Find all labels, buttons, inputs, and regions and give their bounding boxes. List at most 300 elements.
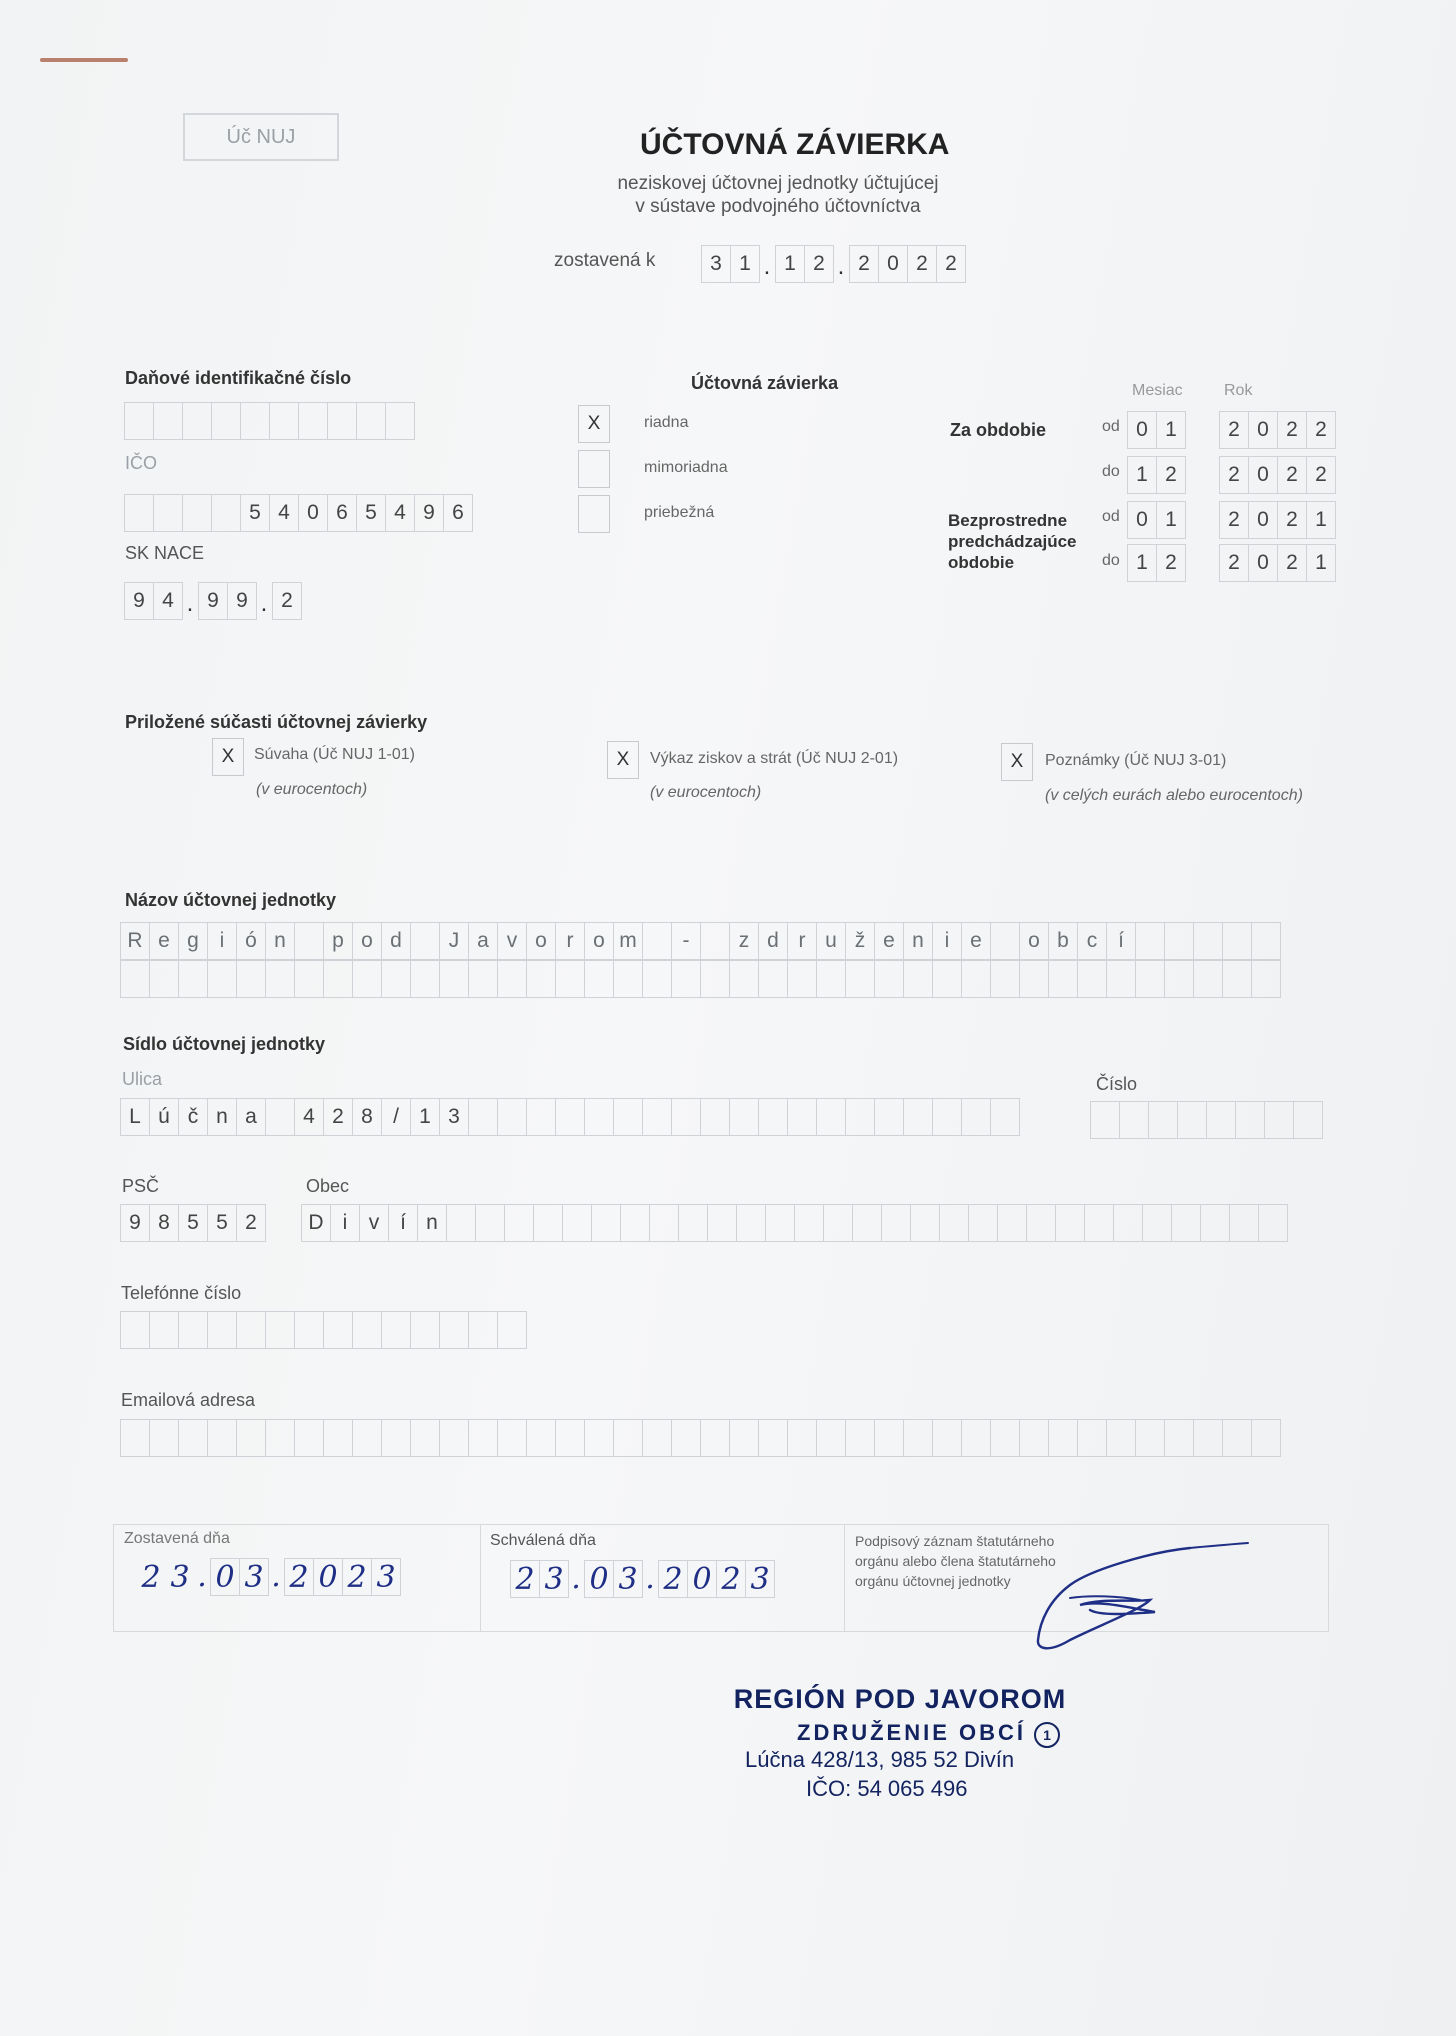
char-cell <box>642 1098 672 1136</box>
char-cell <box>1135 1419 1165 1457</box>
char-cell <box>874 960 904 998</box>
year-digit: 2 <box>1277 501 1307 539</box>
char-cell <box>120 1311 150 1349</box>
char-cell: n <box>265 922 295 960</box>
char-cell: 6 <box>443 494 473 532</box>
year-digit: 0 <box>1248 501 1278 539</box>
signature-label-2: orgánu alebo člena štatutárneho <box>855 1553 1056 1569</box>
checkbox-priebezna[interactable] <box>578 495 610 533</box>
char-cell <box>475 1204 505 1242</box>
char-cell <box>381 1311 411 1349</box>
compiled-date-field[interactable] <box>701 245 965 283</box>
char-cell <box>990 922 1020 960</box>
char-cell <box>613 1419 643 1457</box>
number-label: Číslo <box>1096 1074 1138 1094</box>
char-cell <box>294 1311 324 1349</box>
char-cell <box>1142 1204 1172 1242</box>
char-cell: u <box>816 922 846 960</box>
attachment-note-suvaha: (v eurocentoch) <box>256 781 368 798</box>
char-cell <box>1106 960 1136 998</box>
char-cell <box>1193 922 1223 960</box>
checkbox-mimoriadna[interactable] <box>578 450 610 488</box>
char-cell: 5 <box>207 1204 237 1242</box>
char-cell <box>1164 1419 1194 1457</box>
char-cell <box>729 1419 759 1457</box>
date-digit: 2 <box>936 245 966 283</box>
char-cell <box>153 494 183 532</box>
char-cell <box>932 1098 962 1136</box>
current-to-month[interactable] <box>1127 456 1185 494</box>
char-cell <box>758 1419 788 1457</box>
year-digit: 2 <box>1306 456 1336 494</box>
char-cell: e <box>961 922 991 960</box>
char-cell <box>1264 1101 1294 1139</box>
char-cell <box>584 1419 614 1457</box>
compiled-label: zostavená k <box>554 250 656 271</box>
char-cell: 5 <box>240 494 270 532</box>
char-cell <box>1019 960 1049 998</box>
char-cell <box>671 1098 701 1136</box>
char-cell <box>1222 922 1252 960</box>
char-cell: 5 <box>178 1204 208 1242</box>
char-cell <box>903 1419 933 1457</box>
char-cell: i <box>932 922 962 960</box>
year-digit: 0 <box>1248 456 1278 494</box>
town-label: Obec <box>306 1176 350 1196</box>
char-cell <box>1293 1101 1323 1139</box>
entity-name-label: Názov účtovnej jednotky <box>125 890 337 910</box>
char-cell: p <box>323 922 353 960</box>
char-cell <box>961 1419 991 1457</box>
year-digit: 2 <box>1219 544 1249 582</box>
divider <box>480 1525 481 1631</box>
char-cell <box>700 922 730 960</box>
char-cell <box>678 1204 708 1242</box>
char-cell <box>758 1098 788 1136</box>
char-cell <box>584 1098 614 1136</box>
previous-from-month[interactable] <box>1127 501 1185 539</box>
checkbox-vykaz[interactable]: X <box>607 741 639 779</box>
char-cell: o <box>352 922 382 960</box>
seat-label: Sídlo účtovnej jednotky <box>123 1034 326 1054</box>
char-cell <box>178 1419 208 1457</box>
stamp-line-3: Lúčna 428/13, 985 52 Divín <box>745 1747 1015 1772</box>
handwritten-digit: 3 <box>239 1558 269 1596</box>
char-cell <box>613 1098 643 1136</box>
date-digit: 2 <box>849 245 879 283</box>
char-cell <box>410 922 440 960</box>
year-digit: 2 <box>1277 544 1307 582</box>
dic-label: Daňové identifikačné číslo <box>125 368 352 388</box>
entity-name-row-2[interactable] <box>120 960 1280 998</box>
subtitle-line-1: neziskovej účtovnej jednotky účtujúcej <box>617 173 939 194</box>
char-cell <box>149 1311 179 1349</box>
char-cell: / <box>381 1098 411 1136</box>
char-cell <box>1077 960 1107 998</box>
char-cell <box>555 1419 585 1457</box>
date-digit: 1 <box>730 245 760 283</box>
char-cell <box>178 960 208 998</box>
char-cell <box>845 1419 875 1457</box>
char-cell: i <box>330 1204 360 1242</box>
char-cell <box>642 1419 672 1457</box>
char-cell <box>1135 922 1165 960</box>
char-cell <box>178 1311 208 1349</box>
char-cell <box>736 1204 766 1242</box>
char-cell: z <box>729 922 759 960</box>
month-digit: 2 <box>1156 544 1186 582</box>
char-cell <box>356 402 386 440</box>
char-cell <box>298 402 328 440</box>
char-cell <box>729 960 759 998</box>
char-cell: r <box>555 922 585 960</box>
char-cell <box>787 1098 817 1136</box>
char-cell: o <box>1019 922 1049 960</box>
char-cell <box>149 960 179 998</box>
char-cell: e <box>149 922 179 960</box>
attachment-label-vykaz: Výkaz ziskov a strát (Úč NUJ 2-01) <box>650 750 899 767</box>
checkbox-poznamky[interactable]: X <box>1001 743 1033 781</box>
nace-digit: 9 <box>124 582 154 620</box>
date-separator: . <box>271 1559 281 1594</box>
char-cell <box>700 1098 730 1136</box>
char-cell <box>410 960 440 998</box>
attachments-heading: Priložené súčasti účtovnej závierky <box>125 712 428 732</box>
char-cell <box>439 1419 469 1457</box>
char-cell <box>1148 1101 1178 1139</box>
char-cell <box>1048 1419 1078 1457</box>
to-label: do <box>1102 463 1120 480</box>
char-cell <box>1077 1419 1107 1457</box>
char-cell <box>591 1204 621 1242</box>
char-cell <box>765 1204 795 1242</box>
char-cell <box>120 1419 150 1457</box>
char-cell <box>269 402 299 440</box>
previous-from-year[interactable] <box>1219 501 1335 539</box>
year-digit: 2 <box>1219 411 1249 449</box>
char-cell <box>323 960 353 998</box>
char-cell <box>1229 1204 1259 1242</box>
char-cell <box>939 1204 969 1242</box>
char-cell: ó <box>236 922 266 960</box>
year-digit: 0 <box>1248 411 1278 449</box>
char-cell <box>1026 1204 1056 1242</box>
char-cell: n <box>417 1204 447 1242</box>
char-cell: í <box>1106 922 1136 960</box>
month-digit: 1 <box>1156 501 1186 539</box>
town-field[interactable] <box>301 1204 1287 1242</box>
char-cell <box>874 1419 904 1457</box>
char-cell <box>881 1204 911 1242</box>
year-digit: 2 <box>1277 456 1307 494</box>
page-title: ÚČTOVNÁ ZÁVIERKA <box>640 128 950 161</box>
nace-separator: . <box>260 590 268 617</box>
year-header: Rok <box>1224 382 1253 399</box>
compiled-on-label: Zostavená dňa <box>124 1530 230 1547</box>
char-cell: a <box>468 922 498 960</box>
char-cell: v <box>359 1204 389 1242</box>
option-label-riadna: riadna <box>644 414 689 431</box>
char-cell <box>845 960 875 998</box>
date-digit: 0 <box>878 245 908 283</box>
char-cell <box>649 1204 679 1242</box>
char-cell: b <box>1048 922 1078 960</box>
char-cell <box>265 960 295 998</box>
char-cell <box>1251 1419 1281 1457</box>
handwritten-digit: 3 <box>371 1558 401 1596</box>
month-digit: 0 <box>1127 501 1157 539</box>
date-separator: . <box>837 253 845 280</box>
current-to-year[interactable] <box>1219 456 1335 494</box>
year-digit: 2 <box>1219 456 1249 494</box>
char-cell <box>497 960 527 998</box>
handwritten-digit: 0 <box>313 1558 343 1596</box>
current-period-label: Za obdobie <box>950 420 1046 440</box>
char-cell <box>211 402 241 440</box>
char-cell <box>997 1204 1027 1242</box>
handwritten-digit: 2 <box>658 1560 688 1598</box>
char-cell <box>323 1311 353 1349</box>
char-cell <box>236 1419 266 1457</box>
char-cell <box>1222 960 1252 998</box>
handwritten-digit: 3 <box>170 1559 190 1595</box>
stamp-line-4: IČO: 54 065 496 <box>806 1776 968 1801</box>
current-from-month[interactable] <box>1127 411 1185 449</box>
char-cell <box>852 1204 882 1242</box>
char-cell <box>497 1419 527 1457</box>
previous-to-year[interactable] <box>1219 544 1335 582</box>
char-cell <box>533 1204 563 1242</box>
char-cell <box>240 402 270 440</box>
char-cell <box>816 960 846 998</box>
document-code: Úč NUJ <box>183 113 339 161</box>
option-label-priebezna: priebežná <box>644 504 715 521</box>
char-cell <box>294 922 324 960</box>
char-cell <box>932 1419 962 1457</box>
statement-type-heading: Účtovná závierka <box>691 373 839 393</box>
char-cell <box>620 1204 650 1242</box>
char-cell <box>1222 1419 1252 1457</box>
char-cell <box>1084 1204 1114 1242</box>
email-field[interactable] <box>120 1419 1280 1457</box>
psc-field[interactable] <box>120 1204 265 1242</box>
street-field[interactable] <box>120 1098 1019 1136</box>
previous-period-label-1: Bezprostredne <box>948 511 1068 530</box>
char-cell: n <box>903 922 933 960</box>
char-cell <box>990 1098 1020 1136</box>
previous-period-label-2: predchádzajúce <box>948 532 1077 551</box>
phone-field[interactable] <box>120 1311 526 1349</box>
char-cell: 4 <box>269 494 299 532</box>
char-cell <box>497 1311 527 1349</box>
date-separator: . <box>197 1559 207 1594</box>
char-cell <box>794 1204 824 1242</box>
char-cell <box>555 960 585 998</box>
char-cell <box>1019 1419 1049 1457</box>
char-cell <box>1193 1419 1223 1457</box>
nace-label: SK NACE <box>125 543 205 563</box>
char-cell: L <box>120 1098 150 1136</box>
char-cell <box>468 1098 498 1136</box>
char-cell <box>439 1311 469 1349</box>
char-cell <box>1048 960 1078 998</box>
char-cell <box>526 960 556 998</box>
char-cell <box>439 960 469 998</box>
stamp-line-1: REGIÓN POD JAVOROM <box>733 1684 1067 1714</box>
char-cell <box>990 960 1020 998</box>
handwritten-digit: 0 <box>584 1560 614 1598</box>
char-cell <box>124 402 154 440</box>
char-cell <box>1171 1204 1201 1242</box>
char-cell: č <box>178 1098 208 1136</box>
char-cell: 4 <box>385 494 415 532</box>
char-cell <box>323 1419 353 1457</box>
char-cell <box>1235 1101 1265 1139</box>
entity-name-row-1[interactable] <box>120 922 1280 960</box>
approved-on-label: Schválená dňa <box>490 1532 596 1549</box>
char-cell <box>968 1204 998 1242</box>
char-cell: e <box>874 922 904 960</box>
char-cell: 9 <box>414 494 444 532</box>
char-cell <box>1193 960 1223 998</box>
char-cell <box>642 922 672 960</box>
from-label: od <box>1102 508 1120 525</box>
char-cell <box>1251 960 1281 998</box>
nace-digit: 9 <box>227 582 257 620</box>
char-cell: 6 <box>327 494 357 532</box>
handwritten-digit: 2 <box>510 1560 540 1598</box>
number-field[interactable] <box>1090 1101 1322 1139</box>
dic-field[interactable] <box>124 402 414 440</box>
divider <box>844 1525 845 1631</box>
date-digit: 2 <box>804 245 834 283</box>
char-cell <box>932 960 962 998</box>
char-cell: ú <box>149 1098 179 1136</box>
char-cell: 1 <box>410 1098 440 1136</box>
char-cell <box>671 960 701 998</box>
email-label: Emailová adresa <box>121 1390 256 1410</box>
char-cell <box>816 1098 846 1136</box>
char-cell: 8 <box>352 1098 382 1136</box>
nace-digit: 2 <box>272 582 302 620</box>
char-cell <box>497 1098 527 1136</box>
char-cell: d <box>381 922 411 960</box>
char-cell <box>211 494 241 532</box>
char-cell <box>381 1419 411 1457</box>
char-cell <box>990 1419 1020 1457</box>
char-cell: 4 <box>294 1098 324 1136</box>
checkbox-riadna[interactable]: X <box>578 405 610 443</box>
char-cell <box>758 960 788 998</box>
current-from-year[interactable] <box>1219 411 1335 449</box>
street-label: Ulica <box>122 1069 163 1089</box>
handwritten-digit: 0 <box>210 1558 240 1596</box>
char-cell <box>1251 922 1281 960</box>
char-cell <box>700 960 730 998</box>
char-cell <box>910 1204 940 1242</box>
char-cell <box>120 960 150 998</box>
signature-label-3: orgánu účtovnej jednotky <box>855 1573 1011 1589</box>
month-digit: 1 <box>1127 456 1157 494</box>
previous-to-month[interactable] <box>1127 544 1185 582</box>
char-cell <box>1135 960 1165 998</box>
char-cell <box>562 1204 592 1242</box>
char-cell <box>207 1419 237 1457</box>
char-cell: 2 <box>323 1098 353 1136</box>
char-cell <box>236 960 266 998</box>
char-cell <box>526 1098 556 1136</box>
nace-field[interactable] <box>124 582 301 620</box>
char-cell <box>468 1311 498 1349</box>
checkbox-suvaha[interactable]: X <box>212 738 244 776</box>
ico-label: IČO <box>125 453 158 473</box>
char-cell <box>352 1419 382 1457</box>
handwritten-digit: 2 <box>141 1559 161 1595</box>
char-cell <box>1119 1101 1149 1139</box>
char-cell <box>381 960 411 998</box>
date-separator: . <box>763 253 771 280</box>
date-separator: . <box>571 1561 581 1596</box>
char-cell: 8 <box>149 1204 179 1242</box>
handwritten-digit: 3 <box>613 1560 643 1598</box>
char-cell <box>787 1419 817 1457</box>
char-cell <box>352 960 382 998</box>
char-cell <box>874 1098 904 1136</box>
month-digit: 2 <box>1156 456 1186 494</box>
char-cell <box>385 402 415 440</box>
attachment-label-suvaha: Súvaha (Úč NUJ 1-01) <box>254 746 415 763</box>
compiled-on-date[interactable] <box>136 1558 400 1596</box>
char-cell <box>265 1098 295 1136</box>
char-cell <box>642 960 672 998</box>
from-label: od <box>1102 418 1120 435</box>
stamp-number: 1 <box>1034 1722 1060 1748</box>
year-digit: 1 <box>1306 544 1336 582</box>
char-cell <box>903 960 933 998</box>
char-cell <box>671 1419 701 1457</box>
char-cell <box>707 1204 737 1242</box>
char-cell <box>124 494 154 532</box>
char-cell: 2 <box>236 1204 266 1242</box>
char-cell <box>903 1098 933 1136</box>
char-cell <box>1164 960 1194 998</box>
char-cell: v <box>497 922 527 960</box>
psc-label: PSČ <box>122 1176 160 1196</box>
stamp-line-2: ZDRUŽENIE OBCÍ <box>797 1720 1026 1745</box>
char-cell <box>236 1311 266 1349</box>
handwritten-signature <box>1010 1540 1250 1660</box>
char-cell: 0 <box>298 494 328 532</box>
page-subtitle <box>0 172 1456 218</box>
ico-field[interactable] <box>124 494 472 532</box>
char-cell <box>182 494 212 532</box>
option-label-mimoriadna: mimoriadna <box>644 459 728 476</box>
char-cell: i <box>207 922 237 960</box>
approved-on-date[interactable] <box>510 1560 774 1598</box>
subtitle-line-2: v sústave podvojného účtovníctva <box>635 196 921 217</box>
handwritten-digit: 2 <box>716 1560 746 1598</box>
char-cell: n <box>207 1098 237 1136</box>
char-cell: 9 <box>120 1204 150 1242</box>
handwritten-digit: 3 <box>745 1560 775 1598</box>
char-cell: 5 <box>356 494 386 532</box>
date-digit: 1 <box>775 245 805 283</box>
char-cell <box>787 960 817 998</box>
month-header: Mesiac <box>1132 382 1183 399</box>
char-cell <box>1090 1101 1120 1139</box>
char-cell <box>504 1204 534 1242</box>
signature-label-1: Podpisový záznam štatutárneho <box>855 1533 1055 1549</box>
